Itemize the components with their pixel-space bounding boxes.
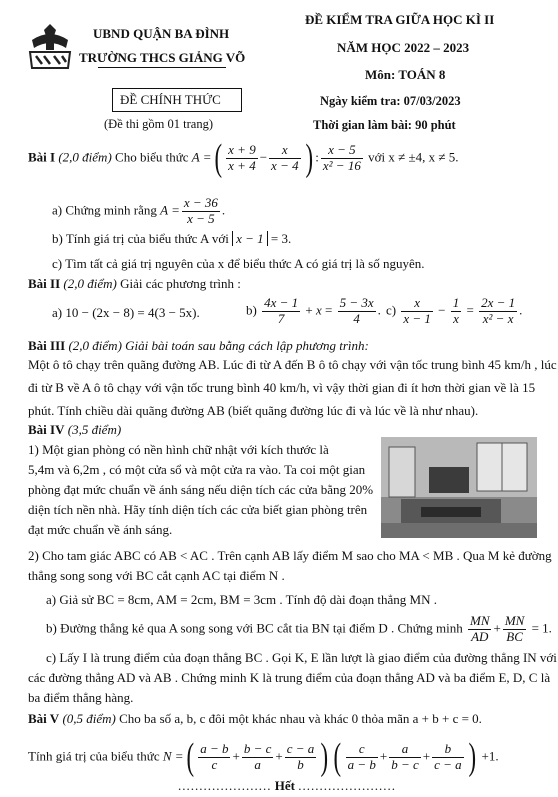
bai5-compute-text: Tính giá trị của biểu thức — [28, 748, 160, 764]
bai4-p1-l2: 5,4m và 6,2m , có một cửa sổ và một cửa ra vào. Ta coi một gian — [28, 462, 366, 477]
exam-date: Ngày kiểm tra: 07/03/2023 — [320, 94, 461, 108]
bai4-p1-l1: 1) Một gian phòng có nền hình chữ nhật với kích thước là — [28, 442, 329, 457]
bai4-b: b) Đường thẳng kẻ qua A song song với BC cắt tia BN tại điểm D . Chứng minh $\frac{MN}{AD}$ + $\frac{MN}{BC}$ = 1. — [46, 613, 552, 644]
exam-title: ĐỀ KIỂM TRA GIỮA HỌC KÌ II — [305, 12, 495, 27]
bai4-c-l3: ba điểm thẳng hàng. — [28, 690, 134, 705]
bai4-p1-l3: phòng đạt mức chuẩn về ánh sáng nếu diện tích các cửa bằng 20% — [28, 482, 374, 497]
bai1-intro: Bài I (2,0 điểm) Cho biểu thức A =( $\frac{x + 9}{x + 4}$ − $\frac{x}{x - 4}$ ) : $\frac{x - 5}{\text{x² − 16}}$ với x ≠ ±4, x ≠ 5. — [28, 137, 459, 180]
bai3-label: Bài III — [28, 338, 66, 353]
bai5-points: (0,5 điểm) — [62, 711, 116, 726]
org-name: UBND QUẬN BA ĐÌNH — [93, 26, 230, 41]
bai1-c: c) Tìm tất cả giá trị nguyên của x để biểu thức A có giá trị là số nguyên. — [52, 256, 425, 271]
bai4-b-text: b) Đường thẳng kẻ qua A song song với BC cắt tia BN tại điểm D . Chứng minh — [46, 620, 463, 636]
footer-dots-left: ...................... — [178, 778, 272, 793]
bai4-c-l2: các đường thẳng AD và AB . Chứng minh K là trung điểm của đoạn thẳng AD và ba điểm E, D, C là — [28, 670, 551, 685]
room-photo-image — [381, 437, 537, 538]
bai5-intro — [28, 711, 482, 727]
bai4-b-end: = 1. — [531, 620, 552, 636]
bai4-c-l1: c) Lấy I là trung điểm của đoạn thẳng BC . Gọi K, E lần lượt là giao điểm của đường thẳng IN với — [46, 650, 557, 665]
bai2-a-eq: 10 − (2x − 8) = 4(3 − 5x). — [65, 305, 200, 320]
duration: Thời gian làm bài: 90 phút — [313, 118, 456, 132]
bai4-intro — [28, 422, 121, 438]
school-logo-icon — [26, 22, 74, 72]
bai2-b-label: b) — [246, 302, 257, 318]
bai5-text: Cho ba số a, b, c đôi một khác nhau và khác 0 thỏa mãn a + b + c = 0. — [119, 711, 482, 726]
bai2-a-label: a) — [52, 305, 63, 320]
bai5-expression: Tính giá trị của biểu thức N =( $\frac{a - b}{c}$ + $\frac{b - c}{a}$ + $\frac{c - a}{b}$ ) ( $\frac{c}{a - b}$ + $\frac{a}{b - c}$ + $\frac{b}{c - a}$ ) +1. — [28, 736, 499, 779]
bai2-text: Giải các phương trình : — [120, 276, 241, 291]
bai4-p2-l2: thẳng song song với BC cắt cạnh AC tại điểm N . — [28, 568, 285, 583]
bai2-c: c) $\frac{x}{x - 1}$ − $\frac{1}{x}$ = $\frac{2x - 1}{\text{x² − x}}$ . — [386, 295, 523, 326]
bai3-intro — [28, 338, 369, 354]
bai1-b-text: b) Tính giá trị của biểu thức A với — [52, 231, 229, 246]
bai4-p1-l5: đạt mức chuẩn về ánh sáng. — [28, 522, 173, 537]
footer-end-word: Hết — [274, 778, 295, 793]
bai1-points: (2,0 điểm) — [58, 149, 112, 165]
bai3-text: Giải bài toán sau bằng cách lập phương trình: — [125, 338, 369, 353]
bai3-line2: đi từ B về A ô tô chạy với vận tốc trung bình 40 km/h, vì vậy thời gian đi ít hơn thời gian về là 15 — [28, 380, 536, 395]
bai1-b-cond: = 3. — [270, 231, 292, 246]
footer-dots-right: ....................... — [298, 778, 396, 793]
bai1-condition: với x ≠ ±4, x ≠ 5. — [368, 149, 459, 165]
school-year: NĂM HỌC 2022 – 2023 — [337, 40, 470, 55]
bai3-line3: phút. Tính chiều dài quãng đường AB (biết quãng đường lúc đi và lúc về là như nhau). — [28, 403, 479, 418]
underline — [98, 67, 226, 68]
bai2-a — [52, 305, 200, 321]
official-label: ĐỀ CHÍNH THỨC — [120, 92, 221, 107]
bai3-points: (2,0 điểm) — [68, 338, 122, 353]
bai5-end: +1. — [481, 748, 499, 764]
bai1-text: Cho biểu thức — [115, 149, 189, 165]
bai1-b: b) Tính giá trị của biểu thức A với x − 1 = 3. — [52, 231, 292, 246]
bai4-a: a) Giả sử BC = 8cm, AM = 2cm, BM = 3cm . Tính độ dài đoạn thẳng MN . — [46, 592, 437, 607]
subject: Môn: TOÁN 8 — [365, 67, 446, 82]
bai3-line1: Một ô tô chạy trên quãng đường AB. Lúc đi từ A đến B ô tô chạy với vận tốc trung bình 45 km/h , lúc — [28, 357, 557, 372]
bai1-a-text: a) Chứng minh rằng — [52, 202, 157, 218]
school-name: TRƯỜNG THCS GIẢNG VÕ — [79, 50, 246, 65]
bai4-p1-l4: diện tích nền nhà. Hãy tính diện tích các cửa biết gian phòng trên — [28, 502, 368, 517]
bai5-label: Bài V — [28, 711, 60, 726]
bai4-points: (3,5 điểm) — [67, 422, 122, 437]
bai2-c-label: c) — [386, 302, 397, 318]
bai4-label: Bài IV — [28, 422, 65, 437]
bai2-label: Bài II — [28, 276, 61, 291]
bai2-b: b) $\frac{4x - 1}{7}$ + x = $\frac{5 - 3x}{4}$ . — [246, 295, 381, 326]
bai1-a: a) Chứng minh rằng A = $\frac{x - 36}{x - 5}$ . — [52, 195, 226, 226]
bai1-label: Bài I — [28, 149, 56, 165]
bai4-p2-l1: 2) Cho tam giác ABC có AB < AC . Trên cạnh AB lấy điểm M sao cho MA < MB . Qua M kẻ đường — [28, 548, 552, 563]
pages-note: (Đề thi gồm 01 trang) — [104, 117, 214, 131]
bai2-points: (2,0 điểm) — [63, 276, 117, 291]
footer-end — [178, 778, 396, 794]
bai2-intro — [28, 276, 241, 292]
